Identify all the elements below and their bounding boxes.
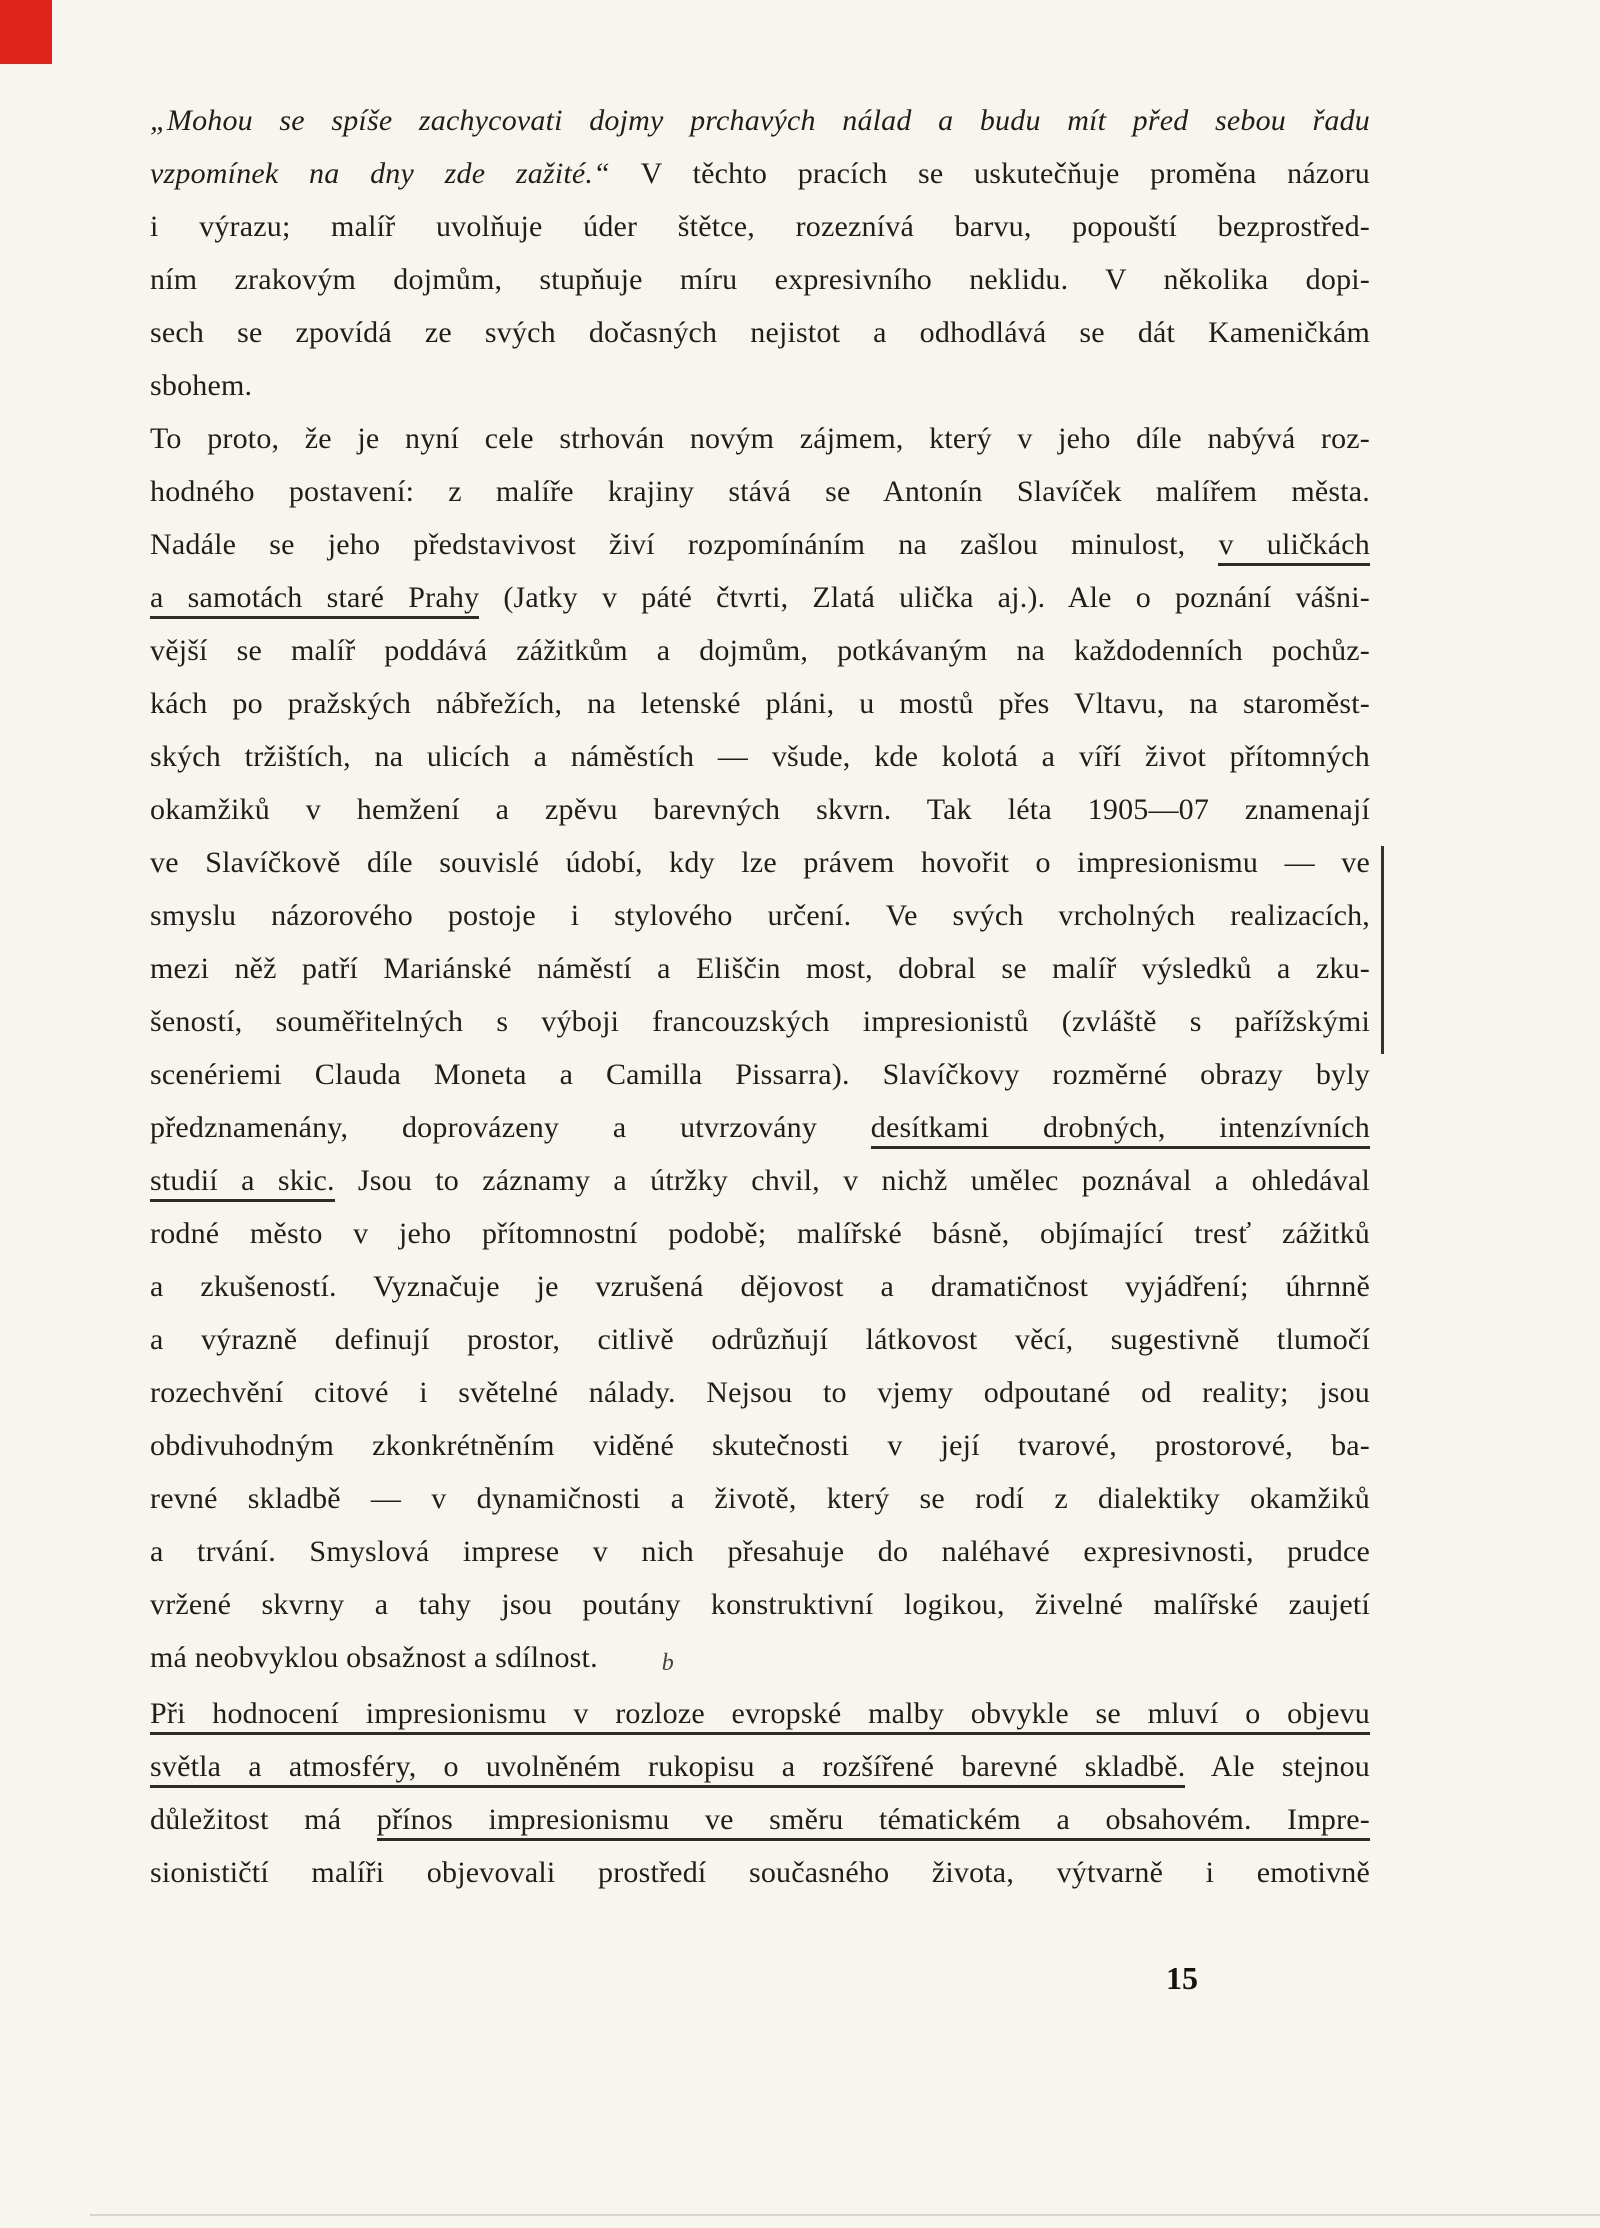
text-segment: důležitost má [150, 1803, 377, 1836]
text-segment: To proto, že je nyní cele strhován novým zájmem, který v jeho díle nabývá roz- [150, 422, 1370, 455]
text-line [150, 200, 1370, 253]
text-segment: rodné město v jeho přítomnostní podobě; malířské básně, objímající tresť zážitků [150, 1217, 1370, 1250]
text-line [150, 1260, 1370, 1313]
margin-vertical-line [1381, 846, 1384, 1054]
scan-edge-line [90, 2214, 1600, 2216]
text-line [150, 465, 1370, 518]
text-segment: Jsou to záznamy a útržky chvil, v nichž umělec poznával a ohledával [334, 1164, 1370, 1197]
text-line [150, 1687, 1370, 1740]
text-segment: hodného postavení: z malíře krajiny stává se Antonín Slavíček malířem města. [150, 475, 1370, 508]
text-segment: mezi něž patří Mariánské náměstí a Eliščin most, dobral se malíř výsledků a zku- [150, 952, 1370, 985]
text-line [150, 1366, 1370, 1419]
text-line [150, 1472, 1370, 1525]
text-segment: kách po pražských nábřežích, na letenské pláni, u mostů přes Vltavu, na staroměst- [150, 687, 1370, 720]
text-line [150, 995, 1370, 1048]
text-line [150, 1793, 1370, 1846]
text-segment: (Jatky v páté čtvrti, Zlatá ulička aj.). Ale o poznání vášni- [479, 581, 1370, 614]
text-segment: předznamenány, doprovázeny a utvrzovány [150, 1111, 871, 1144]
underlined-text: přínos impresionismu ve směru tématickém a obsahovém. Impre- [377, 1803, 1370, 1841]
text-segment: smyslu názorového postoje i stylového určení. Ve svých vrcholných realizacích, [150, 899, 1370, 932]
text-line [150, 783, 1370, 836]
text-line [150, 1048, 1370, 1101]
text-line [150, 1525, 1370, 1578]
text-segment: šeností, souměřitelných s výboji francouzských impresionistů (zvláště s pařížskými [150, 1005, 1370, 1038]
text-segment: rozechvění citové i světelné nálady. Nejsou to vjemy odpoutané od reality; jsou [150, 1376, 1370, 1409]
text-line [150, 1578, 1370, 1631]
text-line [150, 1419, 1370, 1472]
text-segment: a zkušeností. Vyznačuje je vzrušená dějovost a dramatičnost vyjádření; úhrnně [150, 1270, 1370, 1303]
page-number: 15 [1166, 1960, 1198, 1996]
text-line [150, 889, 1370, 942]
text-line [150, 571, 1370, 624]
text-line [150, 677, 1370, 730]
text-segment: Ale stejnou [1185, 1750, 1370, 1783]
text-segment: i výrazu; malíř uvolňuje úder štětce, rozeznívá barvu, popouští bezprostřed- [150, 210, 1370, 243]
text-line [150, 412, 1370, 465]
underlined-text: desítkami drobných, intenzívních [871, 1111, 1370, 1149]
text-segment: Nadále se jeho představivost živí rozpomínáním na zašlou minulost, [150, 528, 1219, 561]
text-segment: V těchto pracích se uskutečňuje proměna názoru [640, 157, 1370, 190]
text-line [150, 1740, 1370, 1793]
text-line [150, 94, 1370, 147]
text-line [150, 1846, 1370, 1899]
text-line [150, 1101, 1370, 1154]
handwritten-mark: b [661, 1650, 674, 1676]
underlined-text: a samotách staré Prahy [150, 581, 479, 619]
text-block [150, 94, 1370, 1899]
text-segment: a trvání. Smyslová imprese v nich přesahuje do naléhavé expresivnosti, prudce [150, 1535, 1370, 1568]
text-line [150, 942, 1370, 995]
text-segment: a výrazně definují prostor, citlivě odrůzňují látkovost věcí, sugestivně tlumočí [150, 1323, 1370, 1356]
text-segment: revné skladbě — v dynamičnosti a životě, který se rodí z dialektiky okamžiků [150, 1482, 1370, 1515]
underlined-text: studií a skic. [150, 1164, 335, 1202]
text-line [150, 147, 1370, 200]
text-segment: vější se malíř poddává zážitkům a dojmům, potkávaným na každodenních pochůz- [150, 634, 1370, 667]
underlined-text: světla a atmosféry, o uvolněném rukopisu a rozšířené barevné skladbě. [150, 1750, 1185, 1788]
underlined-text: v uličkách [1218, 528, 1370, 566]
text-segment: sech se zpovídá ze svých dočasných nejistot a odhodlává se dát Kameničkám [150, 316, 1370, 349]
underlined-text: Při hodnocení impresionismu v rozloze evropské malby obvykle se mluví o objevu [150, 1697, 1370, 1735]
text-line [150, 624, 1370, 677]
text-line [150, 836, 1370, 889]
text-segment: „Mohou se spíše zachycovati dojmy prchavých nálad a budu mít před sebou řadu [150, 104, 1370, 137]
red-corner-mark [0, 0, 52, 64]
text-segment: ním zrakovým dojmům, stupňuje míru expresivního neklidu. V několika dopi- [150, 263, 1370, 296]
text-segment: má neobvyklou obsažnost a sdílnost. [150, 1641, 598, 1674]
text-line [150, 359, 1370, 412]
text-line [150, 306, 1370, 359]
text-segment: sbohem. [150, 369, 253, 402]
text-segment: okamžiků v hemžení a zpěvu barevných skvrn. Tak léta 1905—07 znamenají [150, 793, 1370, 826]
text-segment: ve Slavíčkově díle souvislé údobí, kdy lze právem hovořit o impresionismu — ve [150, 846, 1370, 879]
text-segment: obdivuhodným zkonkrétněním viděné skutečnosti v její tvarové, prostorové, ba- [150, 1429, 1370, 1462]
text-line [150, 730, 1370, 783]
text-line [150, 253, 1370, 306]
text-segment: sionističtí malíři objevovali prostředí současného života, výtvarně i emotivně [150, 1856, 1370, 1889]
text-line [150, 518, 1370, 571]
text-segment: scenériemi Clauda Moneta a Camilla Pissarra). Slavíčkovy rozměrné obrazy byly [150, 1058, 1370, 1091]
text-line [150, 1631, 1370, 1687]
text-line [150, 1154, 1370, 1207]
text-line [150, 1207, 1370, 1260]
text-segment: vzpomínek na dny zde zažité.“ [150, 157, 641, 190]
text-line [150, 1313, 1370, 1366]
text-segment: ských tržištích, na ulicích a náměstích — všude, kde kolotá a víří život přítomných [150, 740, 1370, 773]
text-segment: vržené skvrny a tahy jsou poutány konstruktivní logikou, živelné malířské zaujetí [150, 1588, 1370, 1621]
